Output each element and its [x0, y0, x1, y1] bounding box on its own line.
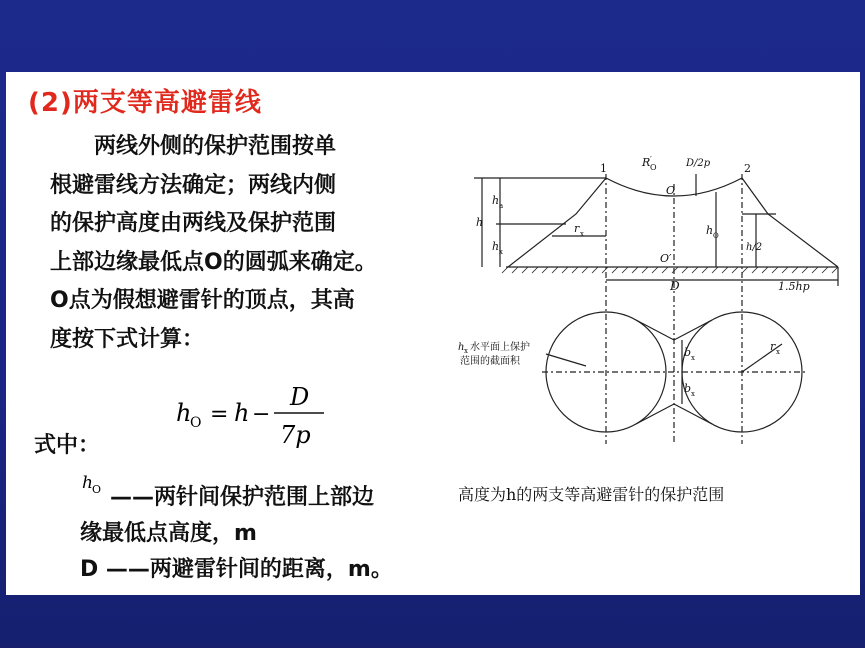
r-label-sup: ′ [650, 155, 652, 164]
rod-2-label: 2 [744, 162, 751, 175]
hx-label: h [492, 240, 500, 253]
ho-definition: ——两针间保护范围上部边 [110, 485, 375, 510]
where-label: 式中： [34, 433, 101, 458]
ha-label-sub: a [499, 202, 504, 210]
h2-label: h/2 [746, 242, 763, 253]
rx-plan-label-sub: x [776, 348, 780, 356]
area-label-line1: 水平面上保护 [470, 342, 530, 353]
area-label-prefix-sub: x [464, 347, 468, 355]
o-prime-label: O′ [660, 252, 672, 265]
d2p-label: D/2p [686, 158, 711, 169]
formula-lhs: h [176, 399, 192, 427]
ho-definition-cont: 缘最低点高度，m [80, 521, 257, 546]
ha-label: h [492, 194, 500, 207]
slide-canvas [6, 72, 860, 595]
paragraph-line: 度按下式计算： [50, 326, 205, 352]
height-formula [174, 375, 344, 455]
slide-title: (2)两支等高避雷线 [28, 88, 262, 118]
formula-h: h [234, 399, 250, 427]
ho-symbol-h: h [82, 473, 93, 493]
protection-range-diagram [446, 154, 846, 474]
o-label: O [666, 184, 676, 197]
ground-hatching [502, 267, 838, 273]
paragraph-line: 两线外侧的保护范围按单 [94, 134, 337, 159]
formula-numerator: D [290, 383, 310, 411]
formula-lhs-sub: O [190, 415, 202, 431]
rx-label-sub: x [580, 230, 584, 238]
bx-label-bottom: b [684, 382, 692, 395]
left-outer-profile [508, 178, 606, 267]
bx-label-bottom-sub: x [691, 390, 695, 398]
bx-label-top-sub: x [691, 354, 695, 362]
ho-label: h [706, 224, 714, 237]
r-label: R [642, 156, 651, 169]
rx-plan-label: r [770, 340, 776, 353]
hp-label: 1.5hp [778, 280, 810, 293]
paragraph-line: O点为假想避雷针的顶点，其高 [50, 288, 355, 313]
paragraph-line: 根避雷线方法确定；两线内侧 [50, 172, 337, 198]
d-label: D [670, 279, 680, 293]
formula-denominator: 7p [280, 421, 311, 449]
area-label-line2: 范围的截面积 [460, 356, 520, 367]
ho-symbol [80, 470, 114, 498]
rx-label: r [574, 222, 580, 235]
r-label-sub: O [650, 163, 657, 172]
d-definition: D ——两避雷针间的距离，m。 [80, 557, 393, 582]
area-label-prefix: h [458, 342, 465, 353]
ho-label-sub: O [713, 232, 719, 240]
paragraph-line: 的保护高度由两线及保护范围 [50, 211, 337, 236]
formula-minus: − [252, 402, 271, 427]
description-paragraph [50, 128, 450, 359]
diagram-caption: 高度为h的两支等高避雷针的保护范围 [458, 485, 725, 504]
paragraph-line: 上部边缘最低点O的圆弧来确定。 [50, 249, 377, 275]
h-label: h [476, 216, 484, 229]
formula-equals: = [210, 402, 229, 427]
area-leader [546, 354, 586, 366]
hx-label-sub: x [499, 248, 503, 256]
bx-label-top: b [684, 346, 692, 359]
rod-1-label: 1 [600, 162, 607, 175]
ho-symbol-sub: O [92, 483, 102, 496]
